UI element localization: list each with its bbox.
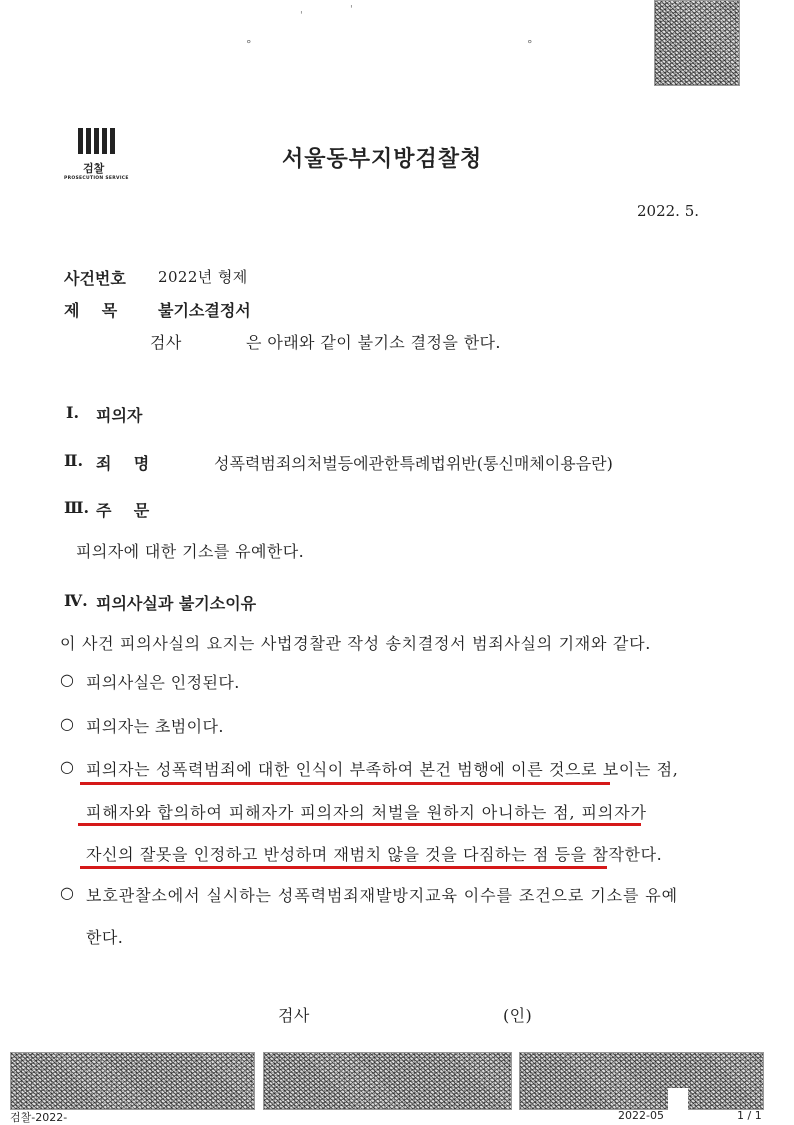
footer-doc-number: 검찰-2022-: [10, 1111, 68, 1124]
section-2-title: 죄 명: [96, 454, 150, 473]
section-3-title: 주 문: [96, 501, 150, 520]
section-1-number: Ⅰ.: [66, 403, 80, 422]
bullet-icon: ○: [60, 883, 75, 902]
signature-label: 검사: [278, 1006, 310, 1025]
case-number-label: 사건번호: [64, 269, 126, 288]
subject-label: 제 목: [64, 301, 118, 320]
summary-text: 이 사건 피의사실의 요지는 사법경찰관 작성 송치결정서 범죄사실의 기재와 같다.: [60, 634, 652, 653]
signature-seal: (인): [503, 1006, 533, 1025]
bullet-1-text: 피의사실은 인정된다.: [86, 673, 240, 692]
document-barcode-bottom-left: [10, 1052, 255, 1110]
redaction-block: [668, 1088, 688, 1116]
scan-mark: °: [527, 38, 533, 51]
charge-name: 성폭력범죄의처벌등에관한특례법위반(통신매체이용음란): [214, 454, 613, 473]
bullet-3-line-1: 피의자는 성폭력범죄에 대한 인식이 부족하여 본건 범행에 이른 것으로 보이는 점,: [86, 760, 679, 779]
bullet-2-text: 피의자는 초범이다.: [86, 717, 224, 736]
highlight-underline: [80, 866, 607, 869]
case-number-value: 2022년 형제: [158, 268, 248, 286]
footer-page: 1 / 1: [737, 1109, 762, 1122]
section-1-title: 피의자: [96, 406, 143, 425]
intro-statement: 은 아래와 같이 불기소 결정을 한다.: [246, 333, 501, 352]
scan-mark: ': [350, 4, 353, 15]
logo-subtitle: PROSECUTION SERVICE: [64, 176, 129, 181]
disposition-text: 피의자에 대한 기소를 유예한다.: [76, 542, 305, 561]
document-date: 2022. 5.: [637, 202, 700, 220]
bullet-3-line-2: 피해자와 합의하여 피해자가 피의자의 처벌을 원하지 아니하는 점, 피의자가: [86, 803, 647, 822]
document-barcode-bottom-right: [519, 1052, 764, 1110]
highlight-underline: [80, 782, 610, 785]
subject-value: 불기소결정서: [158, 301, 251, 320]
highlight-underline: [78, 823, 641, 826]
office-title: 서울동부지방검찰청: [282, 147, 483, 172]
footer-date: 2022-05: [618, 1109, 664, 1122]
section-4-number: Ⅳ.: [64, 591, 88, 610]
bullet-4-line-1: 보호관찰소에서 실시하는 성폭력범죄재발방지교육 이수를 조건으로 기소를 유예: [86, 886, 679, 905]
bullet-icon: ○: [60, 714, 75, 733]
scan-mark: ': [300, 10, 303, 21]
bullet-3-line-3: 자신의 잘못을 인정하고 반성하며 재범치 않을 것을 다짐하는 점 등을 참작한다.: [86, 845, 663, 864]
scan-mark: °: [246, 38, 252, 51]
bullet-icon: ○: [60, 670, 75, 689]
document-barcode-top: [654, 0, 740, 86]
intro-prefix: 검사: [150, 333, 182, 352]
bullet-icon: ○: [60, 757, 75, 776]
section-3-number: Ⅲ.: [64, 498, 90, 517]
logo-name: 검찰: [83, 162, 105, 175]
bullet-4-line-2: 한다.: [86, 928, 124, 947]
prosecution-logo: [64, 126, 129, 188]
section-4-title: 피의사실과 불기소이유: [96, 594, 257, 613]
document-barcode-bottom-center: [263, 1052, 512, 1110]
section-2-number: Ⅱ.: [64, 451, 84, 470]
